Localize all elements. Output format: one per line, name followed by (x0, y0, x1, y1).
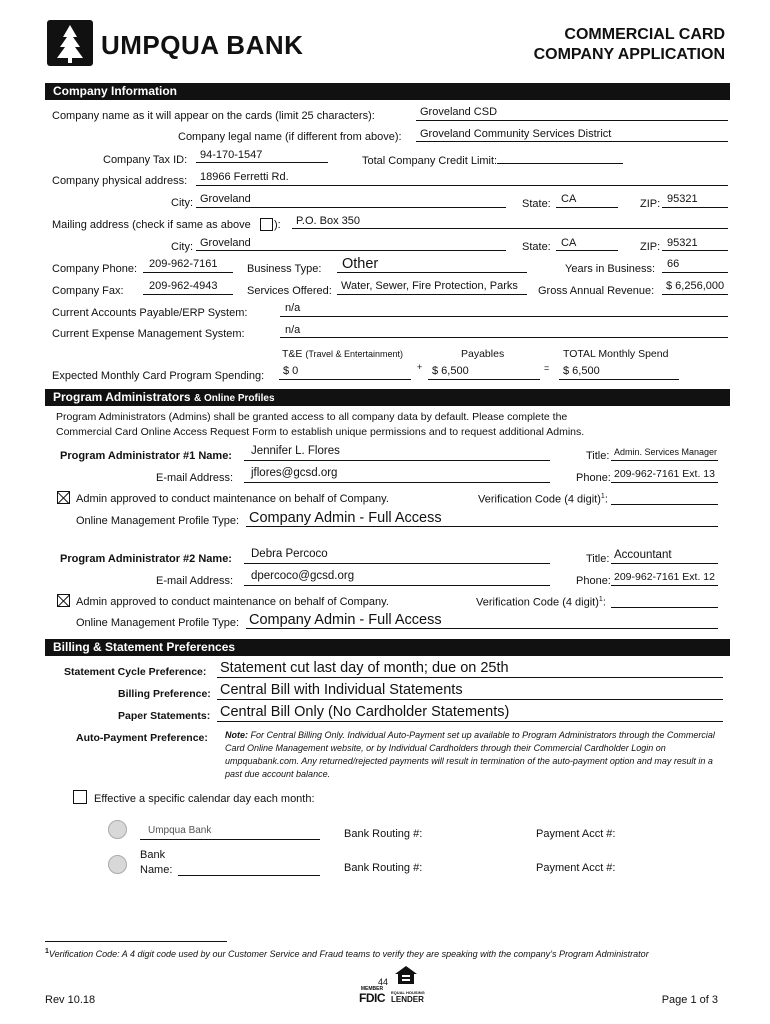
auto-pay-label: Auto-Payment Preference: (76, 732, 208, 744)
payables-header: Payables (461, 348, 505, 360)
business-type-field[interactable]: Other (342, 256, 379, 272)
section-company: Company Information (45, 83, 730, 100)
admin2-email-label: E-mail Address: (156, 575, 234, 587)
admin2-approved-checkbox[interactable] (57, 594, 70, 607)
bank2-name-label-1: Bank (140, 849, 166, 861)
calendar-day-checkbox[interactable] (73, 790, 87, 804)
admins-intro-1: Program Administrators (Admins) shall be granted access to all company data by default. Please complete the (56, 411, 568, 423)
city-label-2: City: (171, 241, 193, 253)
admin1-approved-label: Admin approved to conduct maintenance on behalf of Company. (76, 493, 389, 505)
expense-system-field[interactable]: n/a (285, 324, 301, 336)
zip-label-2: ZIP: (640, 241, 661, 253)
admin1-email-field[interactable]: jflores@gcsd.org (251, 467, 338, 479)
admin1-profile-label: Online Management Profile Type: (76, 515, 240, 527)
bank1-name-field[interactable]: Umpqua Bank (148, 825, 212, 836)
paper-label: Paper Statements: (118, 710, 211, 722)
billing-pref-field[interactable]: Central Bill with Individual Statements (220, 682, 463, 698)
revenue-label: Gross Annual Revenue: (538, 285, 655, 297)
services-label: Services Offered: (247, 285, 332, 297)
auto-pay-note: Note: For Central Billing Only. Individual Auto-Payment set up available to Program Administrators through the Commercial Card Online Management website, or by Individual Cardholders through their Commercial Cardholder Login on umpquabank.com. Any returned/rejected payments will result in termination of the auto-payment option and may result in a past due account balance. (225, 730, 715, 779)
revision: Rev 10.18 (45, 994, 96, 1006)
mailing-address-field[interactable]: P.O. Box 350 (296, 215, 361, 227)
legal-name-label: Company legal name (if different from above): (178, 131, 402, 143)
bank-logo (47, 20, 337, 68)
house-icon (394, 965, 418, 985)
page-number-mark: 44 (378, 977, 389, 987)
mailing-address-label: Mailing address (check if same as above (52, 219, 251, 231)
cycle-label: Statement Cycle Preference: (64, 666, 207, 678)
business-type-label: Business Type: (247, 263, 322, 275)
expense-system-label: Current Expense Management System: (52, 328, 245, 340)
billing-pref-label: Billing Preference: (118, 688, 211, 700)
admin1-name-label: Program Administrator #1 Name: (60, 450, 232, 462)
admin1-name-field[interactable]: Jennifer L. Flores (251, 445, 340, 457)
fax-label: Company Fax: (52, 285, 124, 297)
bank1-radio[interactable] (108, 820, 127, 839)
credit-limit-label: Total Company Credit Limit: (362, 155, 498, 167)
admin2-name-field[interactable]: Debra Percoco (251, 548, 328, 560)
tax-id-field[interactable]: 94-170-1547 (200, 149, 263, 161)
city-field-2[interactable]: Groveland (200, 237, 251, 249)
state-label-2: State: (522, 241, 551, 253)
form-title-2: COMPANY APPLICATION (533, 46, 725, 63)
equal-housing-logo: EQUAL HOUSING LENDER (391, 965, 419, 1005)
city-field[interactable]: Groveland (200, 193, 251, 205)
total-spend-header: TOTAL Monthly Spend (563, 348, 669, 360)
te-header: T&E (Travel & Entertainment) (282, 348, 404, 360)
fdic-logo: MEMBER FDIC (359, 986, 385, 1005)
admin1-phone-label: Phone: (576, 472, 611, 484)
admin1-email-label: E-mail Address: (156, 472, 234, 484)
acct1-label: Payment Acct #: (536, 828, 616, 840)
total-spend-field[interactable]: $ 6,500 (563, 365, 600, 377)
services-field[interactable]: Water, Sewer, Fire Protection, Parks (341, 280, 518, 292)
bank2-radio[interactable] (108, 855, 127, 874)
legal-name-field[interactable]: Groveland Community Services District (420, 128, 612, 140)
phone-field[interactable]: 209-962-7161 (149, 258, 218, 270)
years-label: Years in Business: (565, 263, 656, 275)
state-field[interactable]: CA (561, 193, 577, 205)
ap-system-field[interactable]: n/a (285, 302, 301, 314)
admin2-phone-field[interactable]: 209-962-7161 Ext. 12 (614, 571, 715, 583)
admin2-profile-field[interactable]: Company Admin - Full Access (249, 612, 442, 628)
phone-label: Company Phone: (52, 263, 137, 275)
same-address-checkbox[interactable] (260, 218, 273, 231)
physical-address-label: Company physical address: (52, 175, 188, 187)
calendar-day-label: Effective a specific calendar day each month: (94, 793, 315, 805)
admin2-title-label: Title: (586, 553, 610, 565)
zip-field[interactable]: 95321 (667, 193, 698, 205)
tree-icon (47, 20, 93, 66)
admin2-verif-label: Verification Code (4 digit)$^1$: (476, 596, 606, 609)
paper-field[interactable]: Central Bill Only (No Cardholder Statements) (220, 704, 510, 720)
company-name-field[interactable]: Groveland CSD (420, 106, 498, 118)
admins-intro-2: Commercial Card Online Access Request Form to establish unique permissions and to request additional Admins. (56, 426, 585, 438)
section-billing: Billing & Statement Preferences (45, 639, 730, 656)
admin2-name-label: Program Administrator #2 Name: (60, 553, 232, 565)
admin2-profile-label: Online Management Profile Type: (76, 617, 240, 629)
admin2-phone-label: Phone: (576, 575, 611, 587)
admin1-verif-label: Verification Code (4 digit)$^1$: (478, 493, 608, 506)
equals-sign: = (544, 363, 550, 373)
tax-id-label: Company Tax ID: (103, 154, 188, 166)
city-label: City: (171, 197, 193, 209)
admin2-approved-label: Admin approved to conduct maintenance on behalf of Company. (76, 596, 389, 608)
admin1-title-field[interactable]: Admin. Services Manager (614, 447, 718, 457)
form-title-1: COMMERCIAL CARD (564, 26, 725, 43)
state-label: State: (522, 198, 551, 210)
ap-system-label: Current Accounts Payable/ERP System: (52, 307, 248, 319)
section-admins: Program Administrators & Online Profiles (45, 389, 730, 406)
state-field-2[interactable]: CA (561, 237, 577, 249)
plus-sign: + (417, 362, 423, 372)
admin1-profile-field[interactable]: Company Admin - Full Access (249, 510, 442, 526)
physical-address-field[interactable]: 18966 Ferretti Rd. (200, 171, 289, 183)
admin2-email-field[interactable]: dpercoco@gcsd.org (251, 570, 355, 582)
bank2-name-label-2: Name: (140, 864, 173, 876)
admin1-phone-field[interactable]: 209-962-7161 Ext. 13 (614, 468, 715, 480)
company-name-label: Company name as it will appear on the cards (limit 25 characters): (52, 110, 375, 122)
admin1-approved-checkbox[interactable] (57, 491, 70, 504)
acct2-label: Payment Acct #: (536, 862, 616, 874)
routing1-label: Bank Routing #: (344, 828, 423, 840)
routing2-label: Bank Routing #: (344, 862, 423, 874)
years-field[interactable]: 66 (667, 258, 680, 270)
bank-name: UMPQUA BANK (101, 30, 304, 60)
zip-label: ZIP: (640, 198, 661, 210)
page-number: Page 1 of 3 (661, 994, 718, 1006)
admin1-title-label: Title: (586, 450, 610, 462)
payables-spend-field[interactable]: $ 6,500 (432, 365, 469, 377)
te-spend-field[interactable]: $ 0 (283, 365, 299, 377)
mailing-address-label-end: ): (274, 219, 281, 231)
zip-field-2[interactable]: 95321 (667, 237, 698, 249)
footnote: $^1$Verification Code: A 4 digit code used by our Customer Service and Fraud teams to verify they are speaking with the company’s Program Administrator (45, 948, 649, 959)
admin2-title-field[interactable]: Accountant (614, 549, 672, 561)
fax-field[interactable]: 209-962-4943 (149, 280, 218, 292)
revenue-field[interactable]: $ 6,256,000 (666, 280, 725, 292)
spend-label: Expected Monthly Card Program Spending: (52, 370, 265, 382)
cycle-field[interactable]: Statement cut last day of month; due on 25th (220, 660, 509, 676)
